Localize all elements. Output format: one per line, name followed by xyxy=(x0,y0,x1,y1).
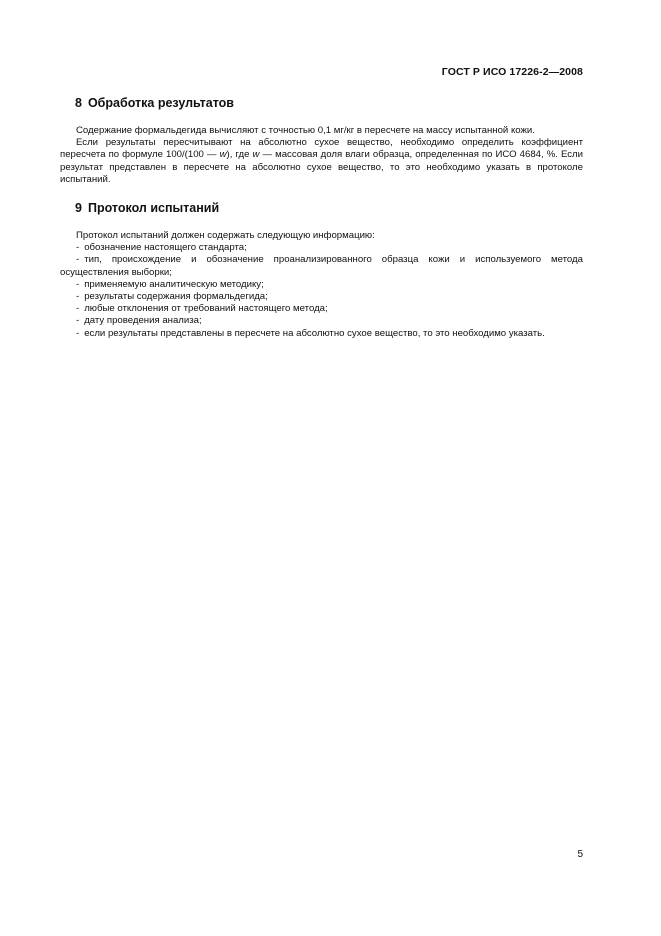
list-dash: - xyxy=(76,303,80,315)
page-number: 5 xyxy=(577,849,583,860)
list-dash: - xyxy=(76,291,80,303)
list-dash: - xyxy=(76,278,80,290)
section-9-list xyxy=(60,242,583,340)
section-9-heading xyxy=(75,200,583,216)
section-9 xyxy=(60,200,583,340)
variable-w: w xyxy=(219,149,227,161)
list-dash: - xyxy=(76,254,80,266)
list-item xyxy=(60,291,583,303)
list-item-text: любые отклонения от требований настоящего метода; xyxy=(84,303,328,315)
section-8-heading xyxy=(75,95,583,111)
list-item-text: если результаты представлены в пересчете на абсолютно сухое вещество, то это необходимо указать. xyxy=(84,327,545,339)
list-dash: - xyxy=(76,327,80,339)
list-item xyxy=(60,328,583,340)
list-item-text: обозначение настоящего стандарта; xyxy=(84,242,247,254)
list-item-text: применяемую аналитическую методику; xyxy=(84,278,264,290)
list-item-text: тип, происхождение и обозначение проанализированного образца кожи и используемого метода осуществления выборки; xyxy=(60,254,583,278)
variable-w: w xyxy=(252,149,260,161)
section-9-intro: Протокол испытаний должен содержать следующую информацию: xyxy=(76,230,375,242)
list-item xyxy=(60,254,583,278)
section-8-body xyxy=(60,125,583,186)
list-dash: - xyxy=(76,315,80,327)
document-content xyxy=(60,92,583,340)
list-item-text: результаты содержания формальдегида; xyxy=(84,291,268,303)
section-8 xyxy=(60,95,583,186)
list-item xyxy=(60,279,583,291)
section-8-number: 8 xyxy=(75,96,82,110)
section-8-paragraph-1: Содержание формальдегида вычисляют с точностью 0,1 мг/кг в пересчете на массу испытанной кожи. xyxy=(76,125,535,136)
list-item xyxy=(60,303,583,315)
list-dash: - xyxy=(76,242,80,254)
section-8-paragraph-2: Если результаты пересчитывают на абсолютно сухое вещество, необходимо определить коэффициент пересчета по формуле 100/(100 — w), где w — массовая доля влаги образца, определенная по ИСО 4684, %. Если результат представлен в пересчете на абсолютно сухое вещество, то это необходимо указать в протоколе испытаний. xyxy=(60,137,584,185)
section-8-title: Обработка результатов xyxy=(87,96,234,110)
list-item-text: дату проведения анализа; xyxy=(84,315,202,327)
list-item xyxy=(60,242,583,254)
section-9-number: 9 xyxy=(75,201,82,216)
section-9-title: Протокол испытаний xyxy=(87,201,220,216)
section-9-body xyxy=(60,230,583,340)
document-header-id: ГОСТ Р ИСО 17226-2—2008 xyxy=(441,66,583,78)
list-item xyxy=(60,315,583,327)
